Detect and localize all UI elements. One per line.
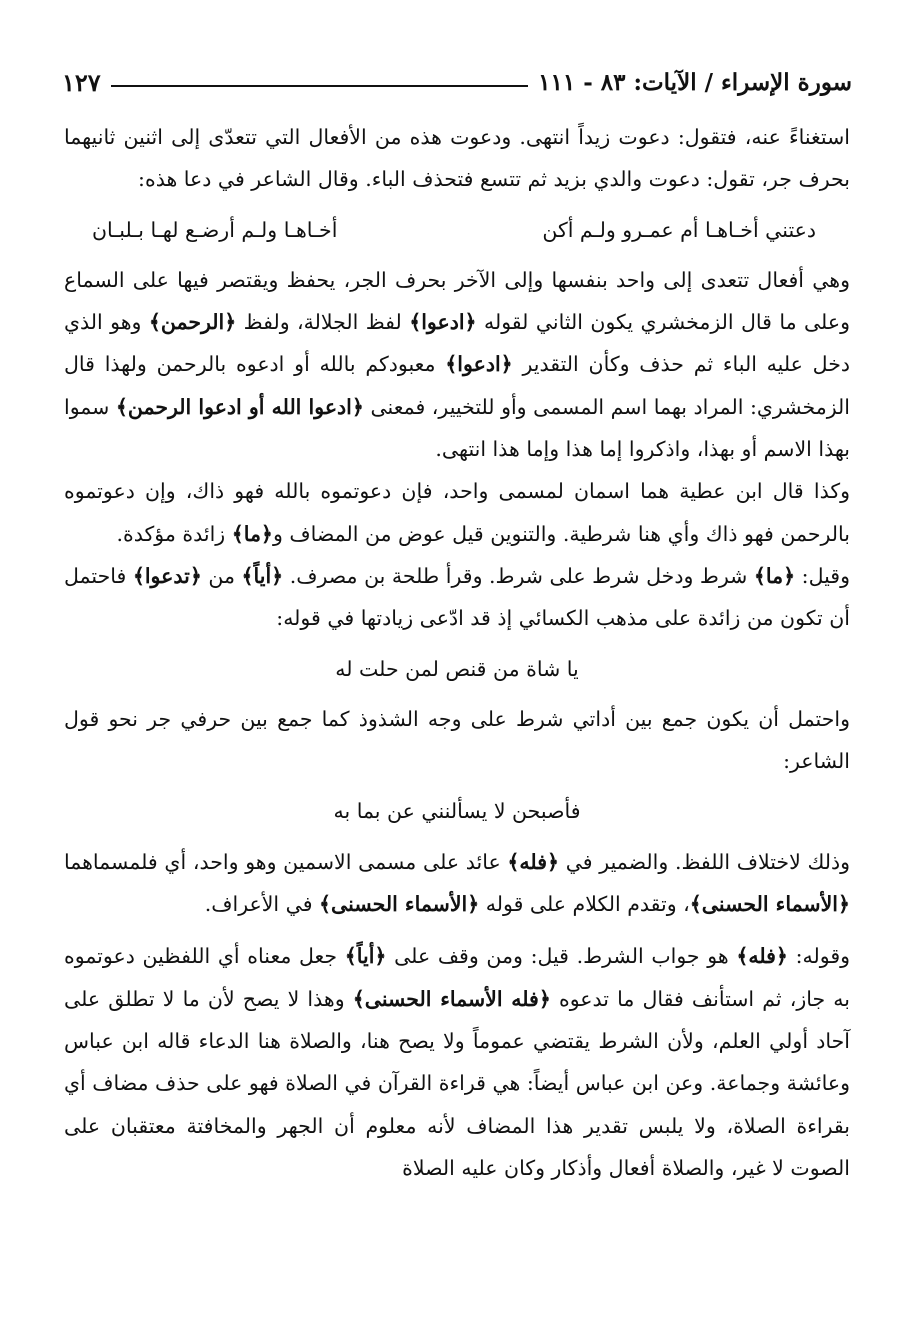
text-segment: في الأعراف. — [204, 892, 320, 917]
text-segment: وقوله: — [787, 944, 851, 969]
page-body — [64, 116, 850, 1324]
page-number: ١٢٧ — [62, 67, 101, 97]
text-segment: زائدة مؤكدة. — [116, 521, 232, 546]
running-title: سورة الإسراء / الآيات: ٨٣ - ١١١ — [538, 68, 852, 96]
verse-1-first-hemistich: دعتني أخـاهـا أم عمـرو ولـم أكن — [542, 217, 816, 242]
text-segment: وهذا لا يصح لأن ما لا تطلق على آحاد أولي العلم، ولأن الشرط يقتضي عموماً ولا يصح هنا، والصلاة هنا الدعاء قاله ابن عباس وعائشة وجماعة. وعن ابن عباس أيضاً: هي قراءة القرآن في الصلاة فهو على حذف مضاف أي بقراءة الصلاة، ولا يلبس تقدير هذا المضاف لأنه معلوم أن الجهر والمخافتة معتقبان على الصوت لا غير، والصلاة أفعال وأذكار وكان عليه الصلاة — [64, 986, 850, 1180]
quran-quote: ﴿الأسماء الحسنى﴾ — [689, 892, 850, 917]
text-segment: هو جواب الشرط. قيل: ومن وقف على — [386, 944, 737, 969]
text-segment: فاحتمل أن تكون من زائدة على مذهب الكسائي إذ قد ادّعى زيادتها في قوله: — [64, 563, 850, 631]
verse-3: فأصبحن لا يسألنني عن بما به — [333, 799, 581, 824]
quran-quote: ﴿ادعوا﴾ — [409, 310, 477, 335]
text-segment: لفظ الجلالة، ولفظ — [236, 310, 410, 335]
text-segment: عائد على مسمى الاسمين وهو واحد، أي فلمسماهما — [64, 849, 508, 874]
text-segment: وذلك لاختلاف اللفظ. والضمير في — [559, 849, 851, 874]
quran-quote: ﴿ادعوا الله أو ادعوا الرحمن﴾ — [115, 394, 364, 419]
paragraph-6 — [64, 841, 850, 926]
text-segment: وهو الذي دخل عليه الباء ثم حذف وكأن التقدير — [64, 310, 850, 377]
paragraph-7 — [64, 935, 850, 1189]
quran-quote: ﴿ما﴾ — [753, 563, 796, 588]
paragraph-1: استغناءً عنه، فتقول: دعوت زيداً انتهى. ودعوت هذه من الأفعال التي تتعدّى إلى اثنين ثانيهما بحرف جر، تقول: دعوت والدي بزيد ثم تتسع فتحذف الباء. وقال الشاعر في دعا هذه: — [64, 125, 850, 192]
quran-quote: ﴿الأسماء الحسنى﴾ — [319, 892, 480, 917]
paragraph-3 — [64, 470, 850, 555]
text-segment: وكذا قال ابن عطية هما اسمان لمسمى واحد، فإن دعوتموه بالله فهو ذاك، وإن دعوتموه بالرحمن فهو ذاك وأي هنا شرطية. والتنوين قيل عوض من المضاف و — [64, 479, 850, 546]
quran-quote: ﴿فله﴾ — [736, 944, 788, 969]
text-segment: شرط ودخل شرط على شرط. وقرأ طلحة بن مصرف. — [283, 563, 754, 588]
text-segment: وهي أفعال تتعدى إلى واحد بنفسها وإلى الآخر بحرف الجر، يحفظ ويقتصر فيها على السماع وعلى ما قال الزمخشري يكون الثاني لقوله — [64, 267, 850, 335]
text-segment: من — [201, 563, 242, 588]
quran-quote: ﴿تدعوا﴾ — [132, 563, 202, 588]
quran-quote: ﴿أياً﴾ — [344, 944, 387, 969]
text-segment: سموا بهذا الاسم أو بهذا، واذكروا إما هذا وإما هذا انتهى. — [64, 394, 850, 462]
text-segment: وقيل: — [795, 563, 850, 588]
verse-2: يا شاة من قنص لمن حلت له — [335, 656, 579, 681]
verse-1-second-hemistich: أخـاهـا ولـم أرضـع لهـا بـلبـان — [92, 217, 338, 242]
quran-quote: ﴿فله الأسماء الحسنى﴾ — [352, 986, 551, 1011]
quran-quote: ﴿ما﴾ — [231, 521, 273, 546]
text-segment: معبودكم بالله أو ادعوه بالرحمن ولهذا قال الزمخشري: المراد بهما اسم المسمى وأو للتخيير، فمعنى — [64, 352, 850, 419]
quran-quote: ﴿ادعوا﴾ — [445, 352, 513, 377]
paragraph-5: واحتمل أن يكون جمع بين أداتي شرط على وجه الشذوذ كما جمع بين حرفي جر نحو قول الشاعر: — [64, 706, 850, 774]
quran-quote: ﴿فله﴾ — [507, 849, 560, 874]
paragraph-2 — [64, 259, 850, 470]
text-segment: جعل معناه أي اللفظين دعوتموه به جاز، ثم استأنف فقال ما تدعوه — [64, 944, 850, 1011]
text-segment: ، وتقدم الكلام على قوله — [479, 892, 690, 917]
paragraph-4 — [64, 555, 850, 640]
quran-quote: ﴿الرحمن﴾ — [148, 310, 237, 335]
page-header — [62, 62, 852, 102]
header-rule — [111, 85, 529, 87]
quran-quote: ﴿أياً﴾ — [241, 563, 284, 588]
verse-1 — [64, 209, 850, 251]
